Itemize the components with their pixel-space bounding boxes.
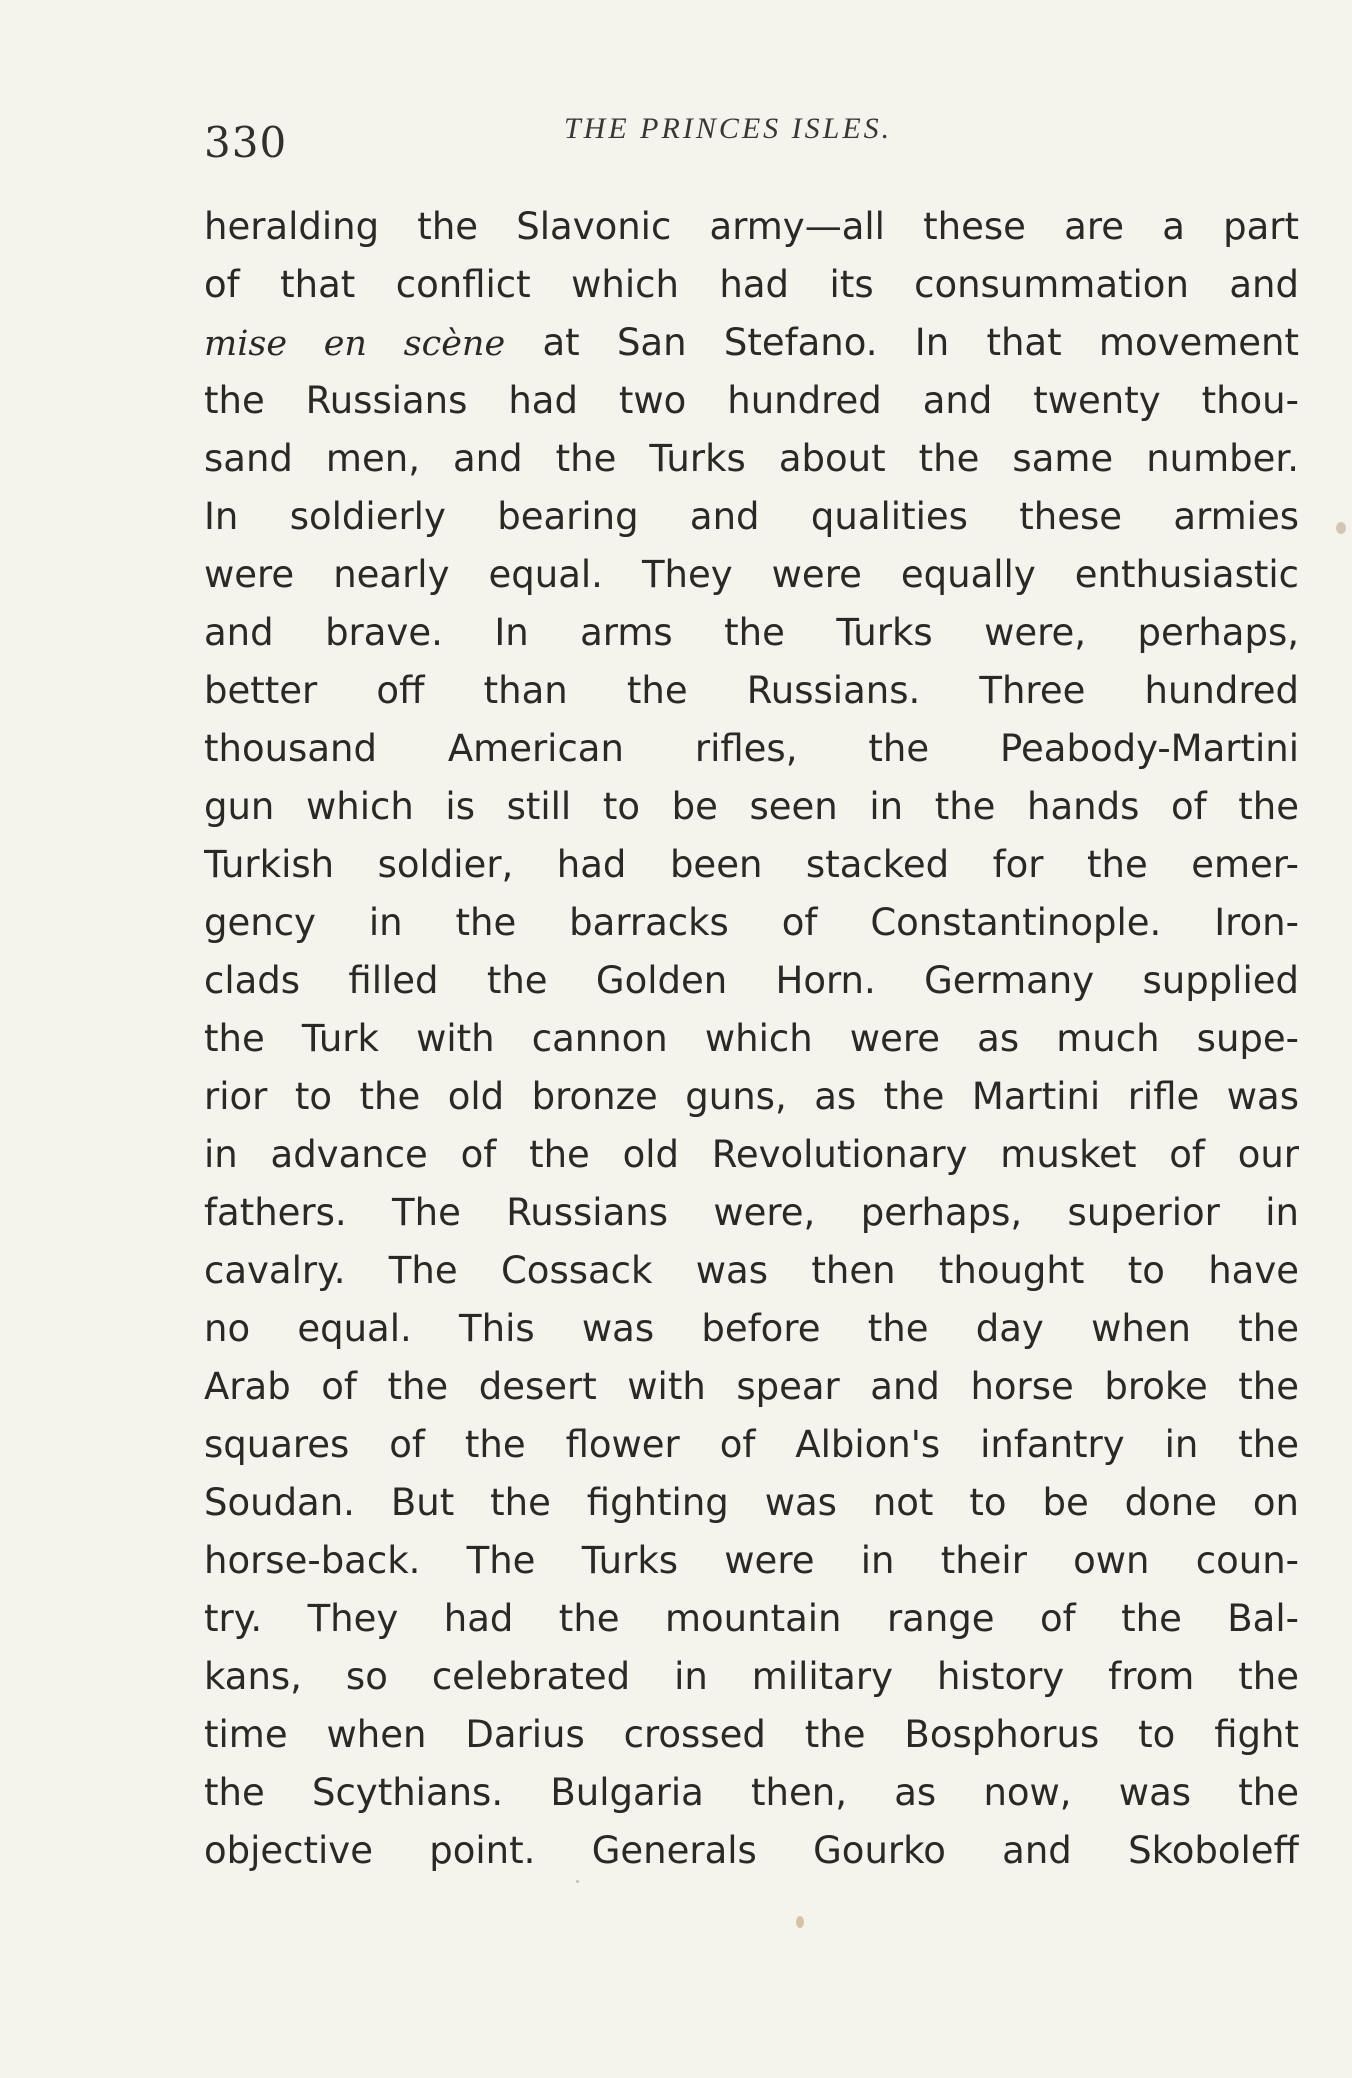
paper-speck [1336, 522, 1346, 534]
text-line: try. They had the mountain range of the Bal- [204, 1597, 1299, 1640]
text-line: the Turk with cannon which were as much supe- [204, 1017, 1299, 1060]
text-line: better off than the Russians. Three hundred [204, 669, 1299, 712]
italic-phrase: mise en scène [204, 324, 506, 364]
paper-speck [796, 1916, 804, 1928]
text-line [204, 314, 1299, 372]
text-line: the Scythians. Bulgaria then, as now, was the [204, 1771, 1299, 1814]
text-line: squares of the flower of Albion's infantry in the [204, 1423, 1299, 1466]
text-line: were nearly equal. They were equally enthusiastic [204, 553, 1299, 596]
text-line: of that conflict which had its consummation and [204, 263, 1299, 306]
running-head [204, 112, 1299, 172]
text-line: kans, so celebrated in military history from the [204, 1655, 1299, 1698]
text-line: Soudan. But the fighting was not to be done on [204, 1481, 1299, 1524]
text-line: Turkish soldier, had been stacked for the emer- [204, 843, 1299, 886]
running-title: THE PRINCES ISLES. [564, 112, 893, 145]
text-line: sand men, and the Turks about the same number. [204, 437, 1299, 480]
body-paragraph [204, 198, 1299, 1880]
text-line: heralding the Slavonic army—all these are a part [204, 205, 1299, 248]
text-line: Arab of the desert with spear and horse broke the [204, 1365, 1299, 1408]
text-line: the Russians had two hundred and twenty thou- [204, 379, 1299, 422]
text-line: clads filled the Golden Horn. Germany supplied [204, 959, 1299, 1002]
text-line: thousand American rifles, the Peabody-Martini [204, 727, 1299, 770]
text-fragment: at San Stefano. In that movement [505, 321, 1299, 364]
text-line: horse-back. The Turks were in their own coun- [204, 1539, 1299, 1582]
text-line: objective point. Generals Gourko and Skoboleff [204, 1829, 1299, 1872]
text-line: gun which is still to be seen in the hands of the [204, 785, 1299, 828]
text-line: rior to the old bronze guns, as the Martini rifle was [204, 1075, 1299, 1118]
text-line: no equal. This was before the day when the [204, 1307, 1299, 1350]
page-number: 330 [204, 118, 288, 167]
text-line: fathers. The Russians were, perhaps, superior in [204, 1191, 1299, 1234]
text-line: gency in the barracks of Constantinople. Iron- [204, 901, 1299, 944]
text-line: time when Darius crossed the Bosphorus to fight [204, 1713, 1299, 1756]
text-line: In soldierly bearing and qualities these armies [204, 495, 1299, 538]
text-line: cavalry. The Cossack was then thought to have [204, 1249, 1299, 1292]
text-line: and brave. In arms the Turks were, perhaps, [204, 611, 1299, 654]
paper-speck [576, 1880, 579, 1883]
text-line: in advance of the old Revolutionary musket of our [204, 1133, 1299, 1176]
